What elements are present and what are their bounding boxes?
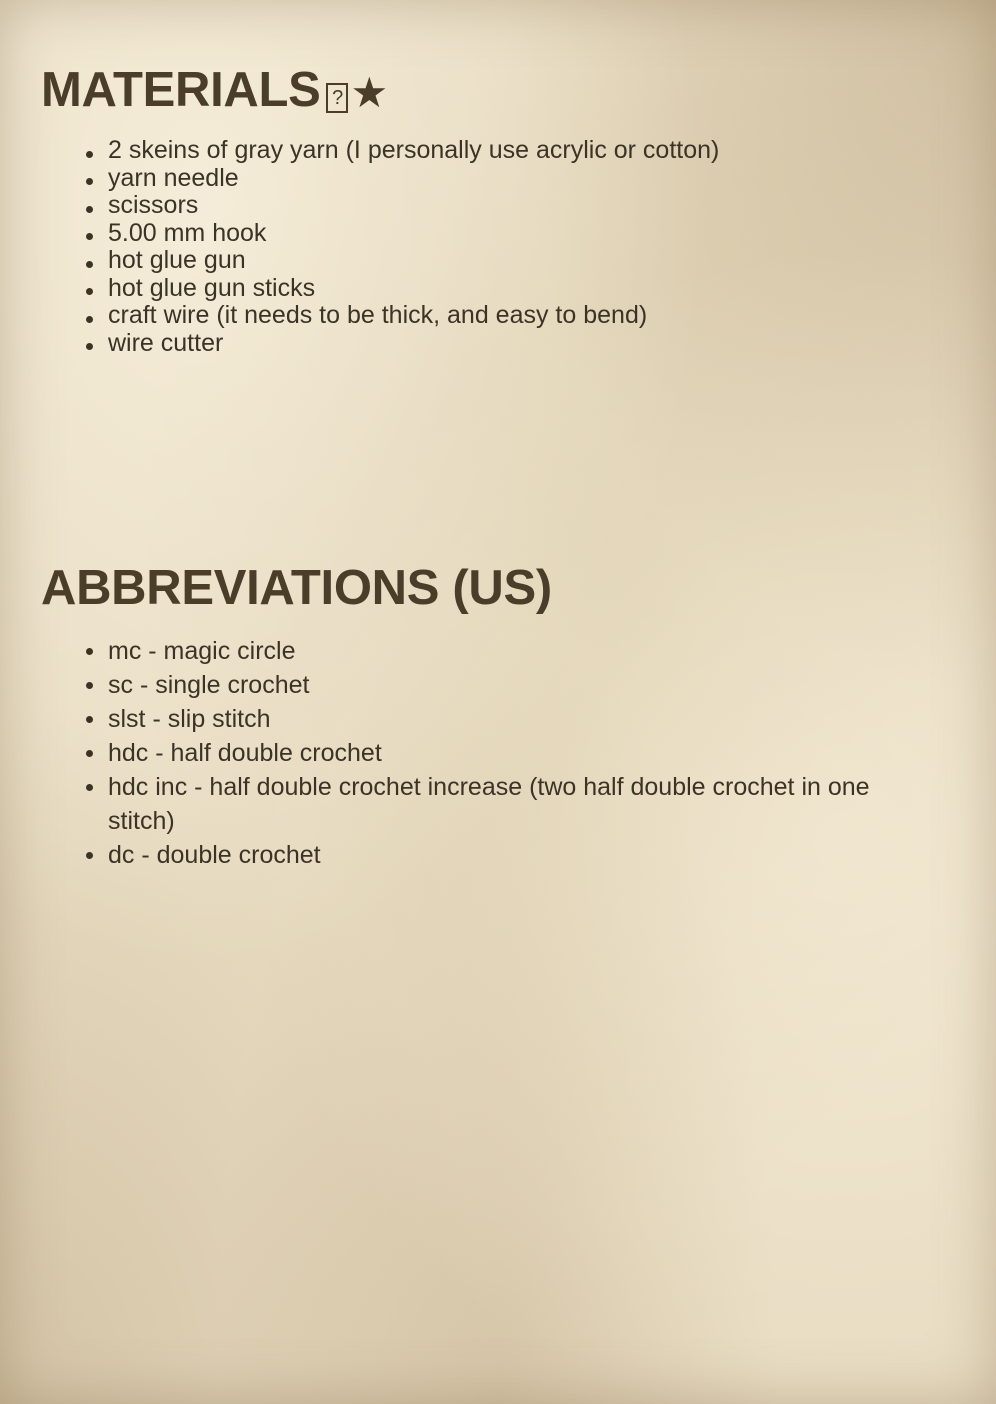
heading-icons [326,58,387,125]
abbreviation-item: sc - single crochet [108,668,916,702]
materials-item: yarn needle [108,165,956,193]
materials-item: 2 skeins of gray yarn (I personally use acrylic or cotton) [108,137,956,165]
abbreviations-heading: ABBREVIATIONS (US) [41,561,552,615]
abbreviation-item: hdc - half double crochet [108,736,916,770]
abbreviations-section [41,556,956,872]
materials-heading [41,58,956,125]
materials-item: 5.00 mm hook [108,220,956,248]
materials-item: craft wire (it needs to be thick, and easy to bend) [108,302,956,330]
materials-list [41,137,956,357]
materials-item: wire cutter [108,330,956,358]
abbreviation-item: slst - slip stitch [108,702,916,736]
star-icon: ★ [350,69,388,116]
missing-glyph-icon: ? [326,83,348,113]
materials-item: scissors [108,192,956,220]
materials-item: hot glue gun [108,247,956,275]
abbreviation-item: mc - magic circle [108,634,916,668]
abbreviation-item: dc - double crochet [108,838,916,872]
abbreviation-item: hdc inc - half double crochet increase (two half double crochet in one stitch) [108,770,916,838]
materials-item: hot glue gun sticks [108,275,956,303]
materials-section [41,58,956,357]
materials-title: MATERIALS [41,63,321,117]
abbreviations-list [41,634,956,872]
